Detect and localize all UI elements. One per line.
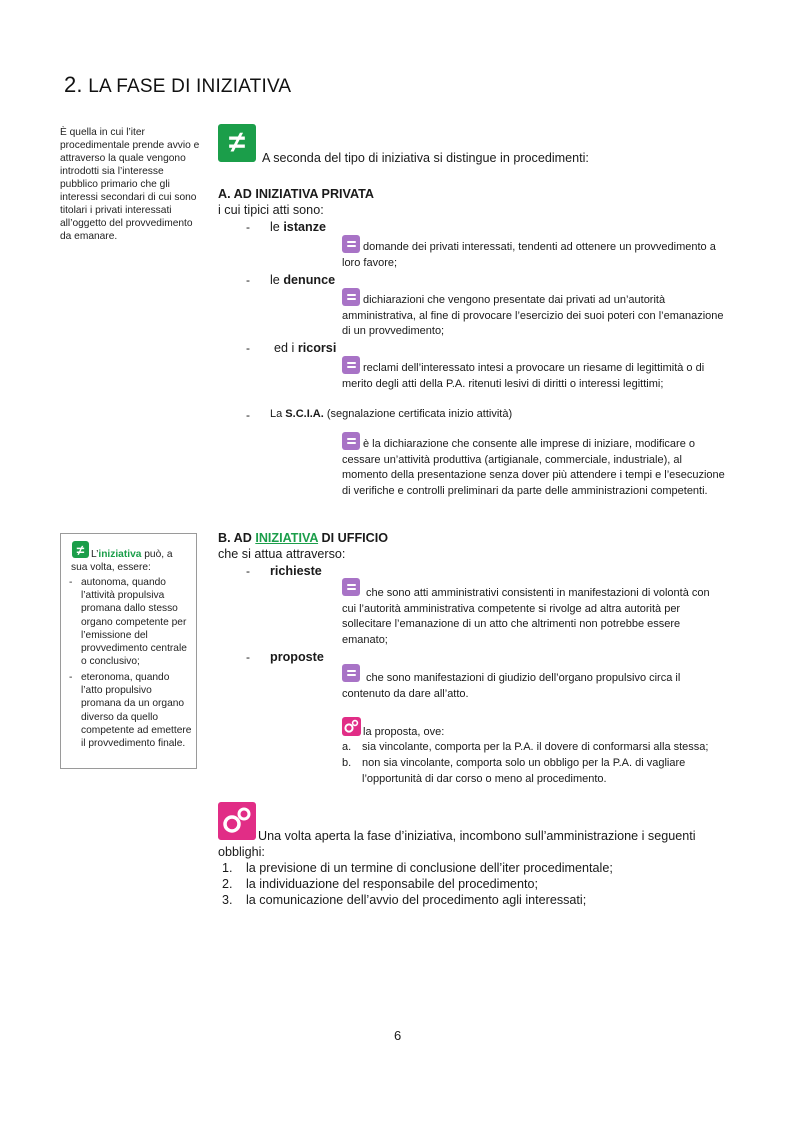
left-margin-note: È quella in cui l’iter procedimentale prende avvio e attraverso la quale vengono introdotti sia l’interesse pubblico primario che gli interessi secondari di cui sono titolari i privati interessati all’oggetto del provvedimento da emanare. [60, 127, 200, 242]
obligation-marker: 2. [222, 877, 233, 891]
side-note-lead [71, 548, 191, 574]
obligation-item: la individuazione del responsabile del procedimento; [246, 877, 538, 891]
obligation-marker: 1. [222, 861, 233, 875]
intro-text: A seconda del tipo di iniziativa si distingue in procedimenti: [262, 151, 589, 165]
dash-bullet: - [69, 672, 73, 683]
side-note-item: autonoma, quando l’attività propulsiva promana dallo stesso organo competente per l’emissione del provvedimento centrale o conclusivo; [81, 577, 187, 668]
private-item-denunce [270, 272, 335, 288]
proposal-marker-a: a. [342, 741, 352, 753]
proposte-description: che sono manifestazioni di giudizio dell’organo propulsivo circa il contenuto da dare all’atto. [342, 672, 681, 700]
obligation-marker: 3. [222, 893, 233, 907]
side-note-item: eteronoma, quando l’atto propulsivo promana da un organo diverso da quello competente ad emettere il provvedimento finale. [81, 672, 192, 750]
denunce-description: dichiarazioni che vengono presentate dai privati ad un’autorità amministrativa, al fine di provocare l’esercizio dei suoi poteri con l’emanazione di un provvedimento; [342, 294, 724, 337]
proposal-lead: la proposta, ove: [363, 726, 445, 738]
item-suffix: (segnalazione certificata inizio attività) [323, 408, 513, 420]
private-heading: A. AD INIZIATIVA PRIVATA [218, 187, 375, 201]
dash-bullet: - [246, 220, 250, 234]
dash-bullet: - [246, 564, 250, 578]
dash-bullet: - [246, 341, 250, 355]
gears-icon [342, 717, 361, 736]
istanze-description: domande dei privati interessati, tendenti ad ottenere un provvedimento a loro favore; [342, 241, 716, 269]
office-heading-part: B. AD [218, 531, 256, 545]
page-number: 6 [394, 1028, 402, 1043]
office-item-proposte: proposte [270, 650, 324, 664]
proposal-point-b: non sia vincolante, comporta solo un obbligo per la P.A. di vagliare l’opportunità di dar corso o meno al procedimento. [362, 757, 686, 785]
side-note-lead-part: L’ [91, 549, 99, 560]
section-number: 2. [64, 72, 83, 97]
private-item-ricorsi [274, 340, 336, 356]
dash-bullet: - [246, 650, 250, 664]
item-term: ricorsi [297, 341, 337, 355]
proposal-point-a: sia vincolante, comporta per la P.A. il dovere di conformarsi alla stessa; [362, 741, 709, 753]
obligation-item: la previsione di un termine di conclusione dell’iter procedimentale; [246, 861, 613, 875]
dash-bullet: - [246, 408, 250, 422]
office-heading [218, 530, 388, 546]
not-equal-icon: ≠ [72, 541, 89, 558]
section-heading [64, 72, 291, 98]
richieste-description: che sono atti amministrativi consistenti in manifestazioni di volontà con cui l’autorità amministrativa competente si rivolge ad altra autorità per sollecitare l’emanazione di un atto che altrimenti non potrebbe essere emanato; [342, 587, 710, 646]
office-item-richieste: richieste [270, 564, 322, 578]
item-prefix: ed i [274, 341, 298, 355]
dash-bullet: - [246, 273, 250, 287]
item-term: denunce [283, 273, 336, 287]
private-subheading: i cui tipici atti sono: [218, 203, 324, 217]
scia-description: è la dichiarazione che consente alle imprese di iniziare, modificare o cessare un’attività produttiva (artigianale, commerciale, industriale), al momento della presentazione senza dover più attendere i tempi e l’esecuzione di verifiche e controlli preliminari da parte delle amministrazioni competenti. [342, 438, 725, 497]
office-heading-link[interactable]: INIZIATIVA [255, 531, 319, 545]
item-prefix: le [270, 273, 284, 287]
item-prefix: le [270, 220, 284, 234]
office-subheading: che si attua attraverso: [218, 547, 346, 561]
obligations-lead: Una volta aperta la fase d’iniziativa, incombono sull’amministrazione i seguenti obblighi: [218, 829, 696, 859]
side-note-term: iniziativa [98, 549, 142, 560]
item-prefix: La [270, 408, 286, 420]
obligation-item: la comunicazione dell’avvio del procedimento agli interessati; [246, 893, 587, 907]
side-note-box [60, 533, 197, 769]
item-term: istanze [283, 220, 327, 234]
dash-bullet: - [69, 577, 73, 588]
private-item-istanze [270, 219, 326, 235]
side-note-lead-part: può, a sua volta, essere: [71, 549, 173, 574]
not-equal-icon: ≠ [218, 124, 256, 162]
item-term: S.C.I.A. [285, 408, 324, 420]
private-item-scia [270, 407, 730, 423]
office-heading-part: DI UFFICIO [318, 531, 389, 545]
section-title: LA FASE DI INIZIATIVA [88, 76, 292, 97]
proposal-marker-b: b. [342, 757, 352, 769]
ricorsi-description: reclami dell’interessato intesi a provocare un riesame di legittimità o di merito degli atti della P.A. ritenuti lesivi di diritti o interessi legittimi; [342, 362, 705, 390]
